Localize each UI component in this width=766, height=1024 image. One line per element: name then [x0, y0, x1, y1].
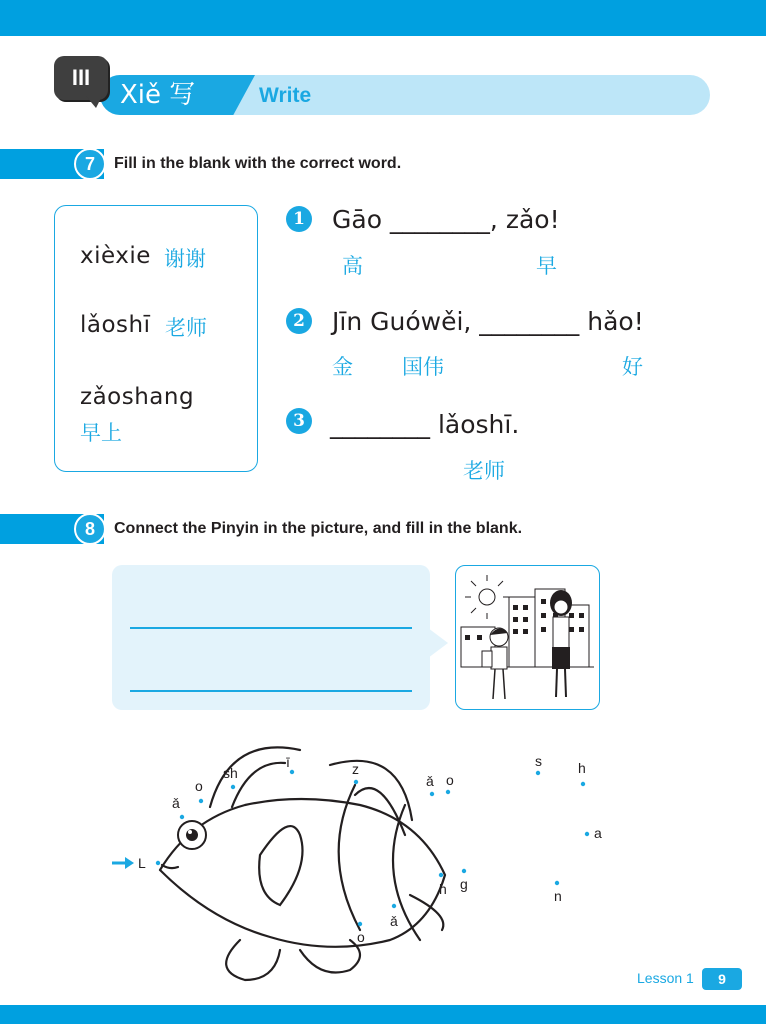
answer-line-2[interactable] — [130, 690, 412, 692]
start-arrow-icon — [112, 857, 134, 869]
bottom-banner — [0, 1005, 766, 1024]
word-bank-pinyin-3: zǎoshang — [80, 384, 195, 410]
dot-label: ǎ — [172, 795, 180, 811]
sentence-2-text: Jīn Guówěi, ________ hǎo! — [332, 307, 644, 336]
dot-label: o — [195, 778, 203, 794]
dot-label: ǎ — [426, 773, 434, 789]
sentence-3-text: ________ lǎoshī. — [330, 410, 520, 439]
answer-box — [112, 565, 430, 710]
fish-dot-to-dot — [150, 725, 460, 990]
sentence-2-hanzi-1: 金 — [332, 355, 353, 379]
section-title-english: Write — [259, 84, 312, 107]
sentence-1-hanzi-1: 高 — [342, 254, 363, 278]
top-banner — [0, 0, 766, 36]
page-number: 9 — [702, 968, 742, 990]
dot-label: h — [578, 760, 586, 776]
dot-label: h — [439, 881, 447, 897]
dot-label: ǎ — [390, 913, 398, 929]
dot-label: o — [446, 772, 454, 788]
sentence-1-hanzi-2: 早 — [536, 254, 557, 278]
dot-label: s — [535, 753, 542, 769]
word-bank-hanzi-2: 老师 — [165, 316, 207, 340]
speech-tail-icon — [86, 96, 102, 108]
sentence-3-hanzi-1: 老师 — [463, 459, 505, 483]
dot-label: ī — [286, 754, 290, 770]
dot-label: g — [460, 876, 468, 892]
sentence-2-number: 2 — [286, 308, 312, 334]
footer-lesson-label: Lesson 1 — [637, 970, 694, 986]
dot-label: a — [594, 825, 602, 841]
section-title-pinyin: Xiě 写 — [120, 80, 196, 110]
question-7-number: 7 — [74, 148, 106, 180]
word-bank-pinyin-1: xièxie — [80, 243, 151, 269]
sentence-2-hanzi-2: 国伟 — [402, 355, 444, 379]
sentence-3-number: 3 — [286, 408, 312, 434]
dot-label: z — [352, 761, 359, 777]
question-7-instruction: Fill in the blank with the correct word. — [114, 155, 402, 172]
sentence-1-number: 1 — [286, 206, 312, 232]
section-roman-badge: III — [54, 56, 108, 100]
answer-line-1[interactable] — [130, 627, 412, 629]
question-8-number: 8 — [74, 513, 106, 545]
dot-label: o — [357, 929, 365, 945]
dot-label: n — [554, 888, 562, 904]
sentence-1-text: Gāo ________, zǎo! — [332, 205, 560, 234]
dot-label: sh — [223, 765, 238, 781]
sentence-2-hanzi-3: 好 — [622, 355, 643, 379]
greeting-illustration — [457, 567, 598, 708]
word-bank-pinyin-2: lǎoshī — [80, 312, 151, 338]
speech-pointer-icon — [428, 628, 450, 658]
dot-label: L — [138, 855, 146, 871]
word-bank-hanzi-1: 谢谢 — [164, 247, 206, 271]
question-8-instruction: Connect the Pinyin in the picture, and fill in the blank. — [114, 520, 523, 537]
word-bank-hanzi-3: 早上 — [80, 421, 122, 445]
